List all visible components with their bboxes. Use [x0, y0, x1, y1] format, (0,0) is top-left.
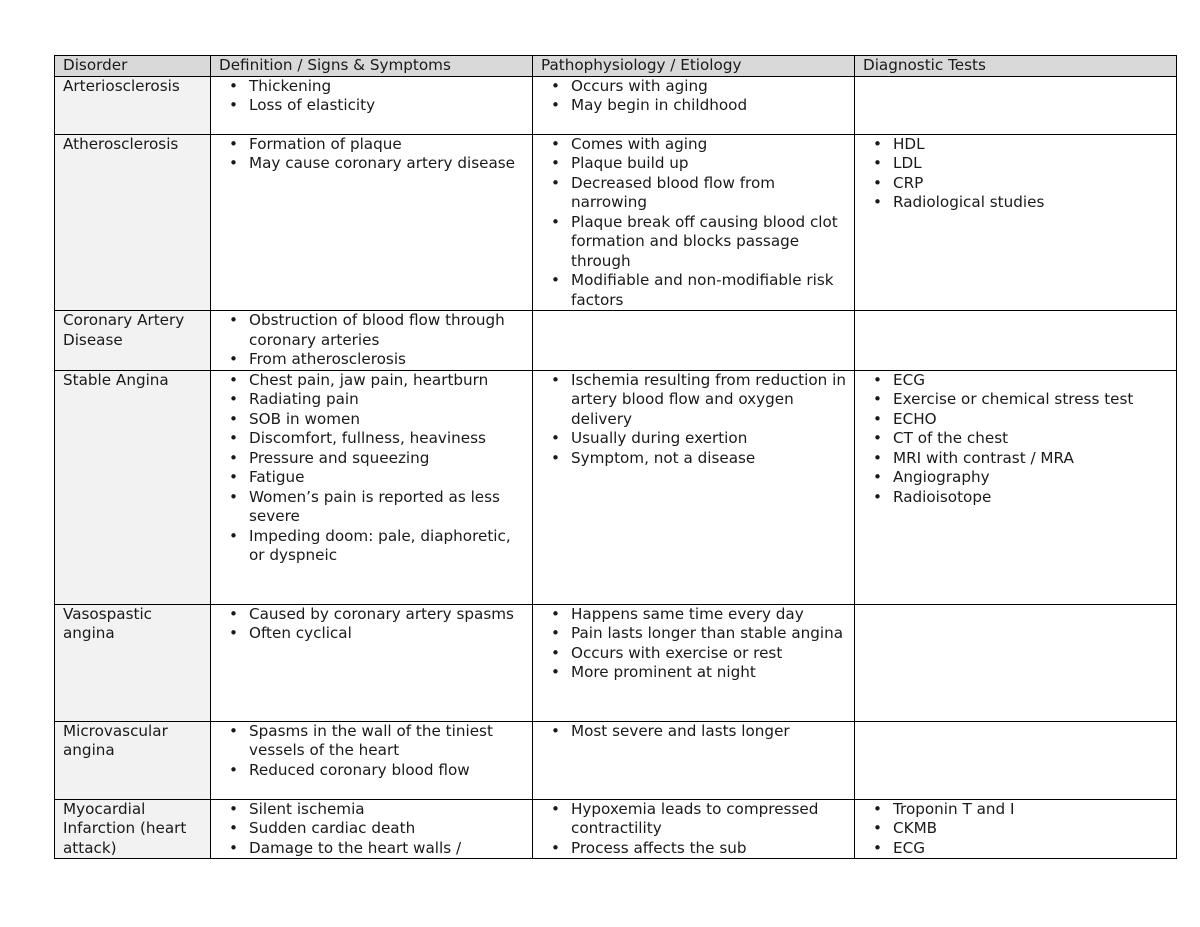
bullet-item: • Troponin T and I — [873, 800, 1168, 820]
bullet-item: • Radioisotope — [873, 488, 1168, 508]
bullet-item: • Symptom, not a disease — [551, 449, 846, 469]
disorder-cell: Stable Angina — [55, 370, 211, 604]
bullet-item: • Usually during exertion — [551, 429, 846, 449]
bullet-item: • Chest pain, jaw pain, heartburn — [229, 371, 524, 391]
bullet-item: • Decreased blood flow from narrowing — [551, 174, 846, 213]
bullet-item: • Pain lasts longer than stable angina — [551, 624, 846, 644]
pathophysiology-cell — [533, 311, 855, 371]
bullet-item: • More prominent at night — [551, 663, 846, 683]
definition-cell — [211, 134, 533, 311]
definition-cell — [211, 604, 533, 721]
bullet-item: • May begin in childhood — [551, 96, 846, 116]
disorder-cell: Arteriosclerosis — [55, 76, 211, 134]
pathophysiology-cell — [533, 799, 855, 859]
bullet-list — [541, 722, 846, 742]
bullet-item: • ECG — [873, 839, 1168, 859]
bullet-list — [541, 800, 846, 859]
header-disorder: Disorder — [55, 56, 211, 77]
pathophysiology-cell — [533, 134, 855, 311]
bullet-item: • Process affects the sub — [551, 839, 846, 859]
disorder-cell: Coronary Artery Disease — [55, 311, 211, 371]
pathophysiology-cell — [533, 604, 855, 721]
table-row — [55, 721, 1177, 799]
bullet-item: • HDL — [873, 135, 1168, 155]
bullet-item: • Hypoxemia leads to compressed contractility — [551, 800, 846, 839]
bullet-item: • ECG — [873, 371, 1168, 391]
diagnostic-tests-cell — [855, 604, 1177, 721]
table-row — [55, 604, 1177, 721]
diagnostic-tests-cell — [855, 721, 1177, 799]
bullet-list — [863, 800, 1168, 859]
bullet-item: • SOB in women — [229, 410, 524, 430]
bullet-item: • Obstruction of blood flow through coronary arteries — [229, 311, 524, 350]
table-row — [55, 134, 1177, 311]
bullet-item: • Occurs with aging — [551, 77, 846, 97]
bullet-item: • Often cyclical — [229, 624, 524, 644]
bullet-item: • Reduced coronary blood flow — [229, 761, 524, 781]
bullet-item: • Pressure and squeezing — [229, 449, 524, 469]
definition-cell — [211, 370, 533, 604]
header-definition: Definition / Signs & Symptoms — [211, 56, 533, 77]
diagnostic-tests-cell — [855, 370, 1177, 604]
bullet-list — [219, 135, 524, 174]
definition-cell — [211, 799, 533, 859]
definition-cell — [211, 76, 533, 134]
bullet-item: • Exercise or chemical stress test — [873, 390, 1168, 410]
bullet-item: • Happens same time every day — [551, 605, 846, 625]
bullet-item: • ECHO — [873, 410, 1168, 430]
bullet-list — [219, 722, 524, 781]
bullet-item: • Radiating pain — [229, 390, 524, 410]
bullet-item: • Damage to the heart walls / — [229, 839, 524, 859]
definition-cell — [211, 311, 533, 371]
bullet-item: • Caused by coronary artery spasms — [229, 605, 524, 625]
bullet-list — [219, 371, 524, 566]
bullet-item: • Impeding doom: pale, diaphoretic, or dyspneic — [229, 527, 524, 566]
header-diagnostic-tests: Diagnostic Tests — [855, 56, 1177, 77]
disorder-cell: Atherosclerosis — [55, 134, 211, 311]
bullet-item: • Formation of plaque — [229, 135, 524, 155]
table-row — [55, 370, 1177, 604]
table-row — [55, 799, 1177, 859]
bullet-item: • CKMB — [873, 819, 1168, 839]
pathophysiology-cell — [533, 370, 855, 604]
bullet-list — [219, 605, 524, 644]
bullet-list — [219, 77, 524, 116]
bullet-item: • May cause coronary artery disease — [229, 154, 524, 174]
bullet-item: • Loss of elasticity — [229, 96, 524, 116]
bullet-list — [541, 77, 846, 116]
disorder-cell: Microvascular angina — [55, 721, 211, 799]
bullet-item: • Angiography — [873, 468, 1168, 488]
bullet-list — [219, 800, 524, 859]
bullet-list — [863, 135, 1168, 213]
bullet-item: • CRP — [873, 174, 1168, 194]
bullet-item: • Modifiable and non-modifiable risk factors — [551, 271, 846, 310]
bullet-item: • Fatigue — [229, 468, 524, 488]
bullet-item: • Sudden cardiac death — [229, 819, 524, 839]
pathophysiology-cell — [533, 721, 855, 799]
table-row — [55, 311, 1177, 371]
disorder-cell: Myocardial Infarction (heart attack) — [55, 799, 211, 859]
bullet-list — [541, 135, 846, 311]
diagnostic-tests-cell — [855, 311, 1177, 371]
diagnostic-tests-cell — [855, 76, 1177, 134]
bullet-item: • Women’s pain is reported as less severe — [229, 488, 524, 527]
bullet-item: • Discomfort, fullness, heaviness — [229, 429, 524, 449]
header-row — [55, 56, 1177, 77]
bullet-item: • From atherosclerosis — [229, 350, 524, 370]
bullet-item: • Occurs with exercise or rest — [551, 644, 846, 664]
bullet-item: • Most severe and lasts longer — [551, 722, 846, 742]
header-pathophysiology: Pathophysiology / Etiology — [533, 56, 855, 77]
bullet-item: • Thickening — [229, 77, 524, 97]
bullet-item: • Ischemia resulting from reduction in artery blood flow and oxygen delivery — [551, 371, 846, 430]
bullet-item: • Silent ischemia — [229, 800, 524, 820]
bullet-list — [863, 371, 1168, 508]
bullet-item: • MRI with contrast / MRA — [873, 449, 1168, 469]
bullet-item: • LDL — [873, 154, 1168, 174]
diagnostic-tests-cell — [855, 134, 1177, 311]
bullet-item: • Radiological studies — [873, 193, 1168, 213]
disorder-table — [54, 55, 1177, 859]
definition-cell — [211, 721, 533, 799]
bullet-item: • CT of the chest — [873, 429, 1168, 449]
bullet-list — [219, 311, 524, 370]
bullet-list — [541, 605, 846, 683]
pathophysiology-cell — [533, 76, 855, 134]
table-row — [55, 76, 1177, 134]
bullet-item: • Comes with aging — [551, 135, 846, 155]
bullet-item: • Plaque break off causing blood clot formation and blocks passage through — [551, 213, 846, 272]
disorder-cell: Vasospastic angina — [55, 604, 211, 721]
diagnostic-tests-cell — [855, 799, 1177, 859]
bullet-list — [541, 371, 846, 469]
bullet-item: • Plaque build up — [551, 154, 846, 174]
bullet-item: • Spasms in the wall of the tiniest vessels of the heart — [229, 722, 524, 761]
